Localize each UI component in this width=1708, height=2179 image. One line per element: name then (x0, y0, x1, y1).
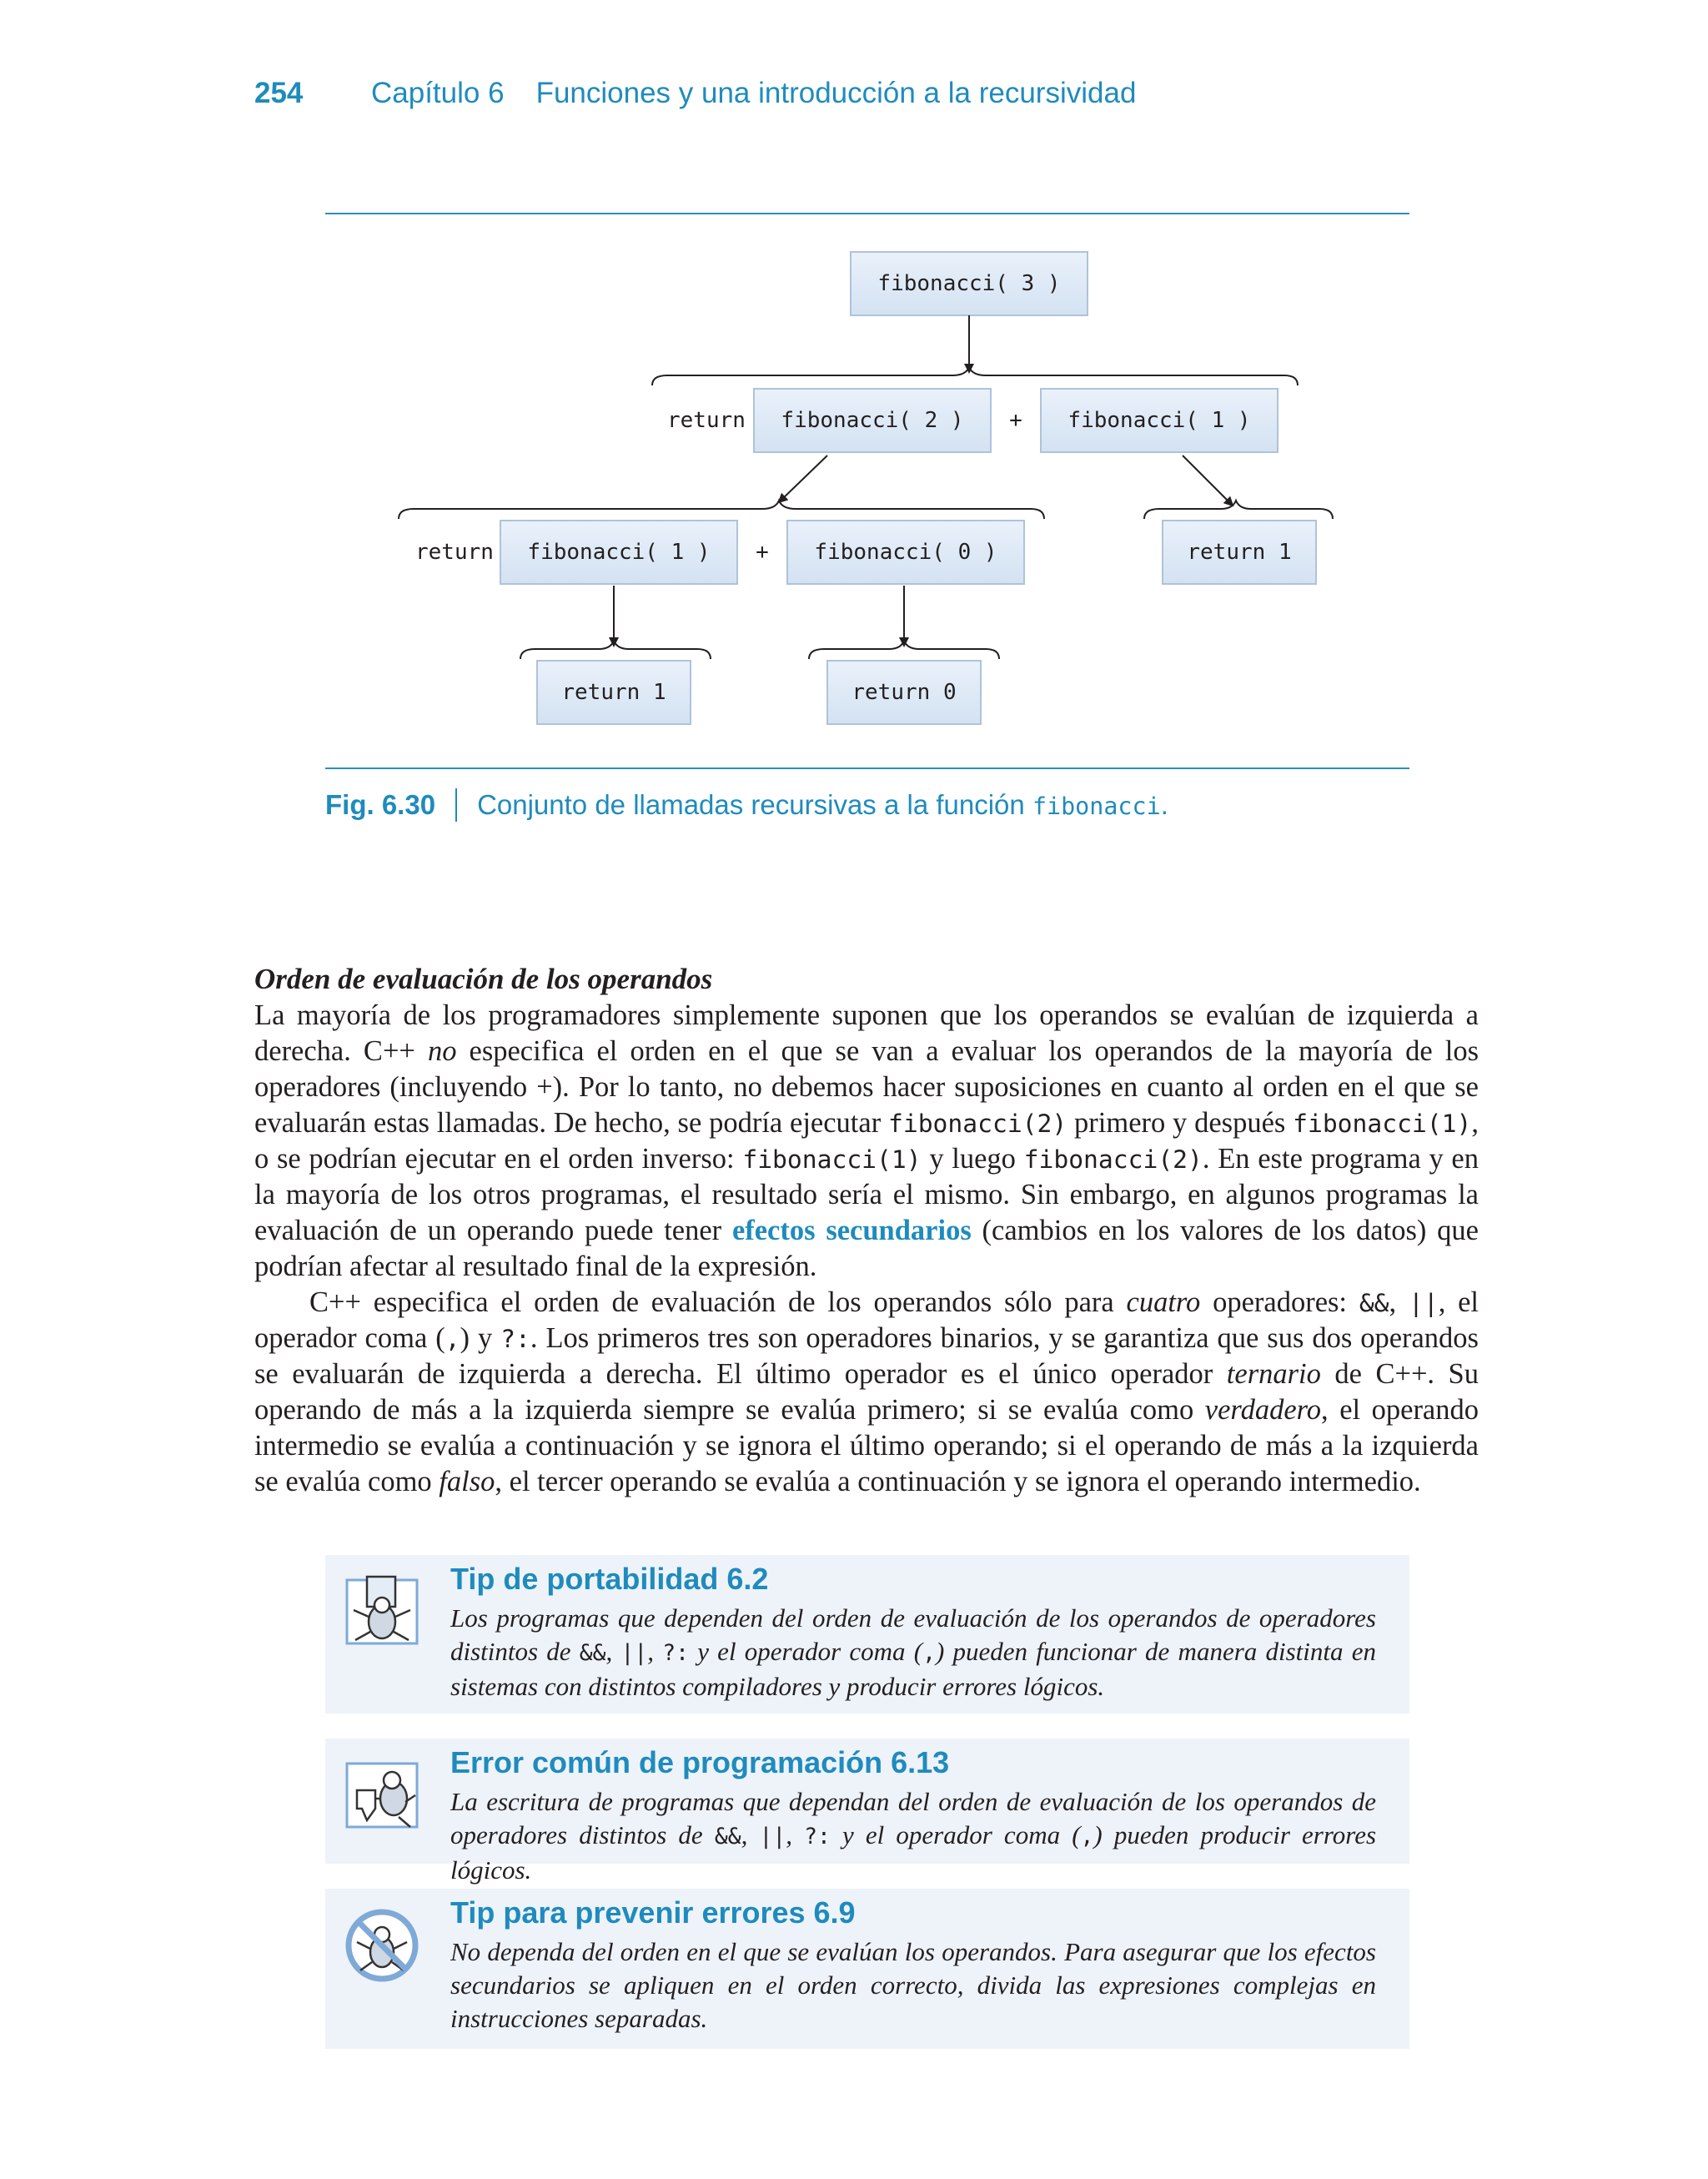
p2-code-comma: , (445, 1324, 460, 1353)
tip2-code-ternary: ?: (804, 1824, 831, 1849)
node-return-0 (827, 661, 981, 724)
p2-emphasis-true: verdadero (1204, 1394, 1322, 1426)
p1-text-4: , o se podrían ejecutar en el orden inverso: (254, 1107, 1479, 1175)
tip2-code-or: || (759, 1824, 786, 1849)
node-return-0-label: return 0 (851, 680, 957, 705)
node-fibonacci-1-left (500, 521, 737, 584)
node-fibonacci-2 (754, 389, 991, 452)
key-term-side-effects: efectos secundarios (731, 1215, 972, 1246)
tip-body (450, 1602, 1376, 1703)
tip2-text-2: , (741, 1820, 760, 1849)
tip-body: No dependa del orden en el que se evalúan los operandos. Para asegurar que los efectos secundarios se apliquen en el orden correcto, divida las expresiones complejas en instrucciones separadas. (450, 1937, 1376, 2033)
tip2-code-and: && (714, 1824, 741, 1849)
p1-emphasis-no: no (427, 1035, 457, 1067)
tip2-text-1: La escritura de programas que dependan del orden de evaluación de los operandos de operadores distintos de (450, 1787, 1376, 1849)
section-evaluation-order (254, 961, 1479, 1500)
node-return-1-right (1163, 521, 1316, 584)
p2-text-2: operadores: (1200, 1286, 1359, 1318)
figure-caption (325, 788, 1168, 822)
paragraph-1 (254, 998, 1479, 1285)
p2-text-5: ) y (460, 1322, 501, 1354)
tip1-code-comma: , (922, 1641, 936, 1666)
bug-with-bag-icon (344, 1573, 420, 1650)
node-return-1-right-label: return 1 (1187, 540, 1292, 565)
p1-text-5: y luego (921, 1143, 1024, 1175)
caption-text (477, 789, 1168, 821)
tip1-code-and: && (579, 1641, 606, 1666)
p2-emphasis-ternary: ternario (1226, 1358, 1321, 1390)
caption-end: . (1160, 789, 1168, 820)
l1-return-text: return (667, 408, 746, 433)
node-fibonacci-1-right-label: fibonacci( 1 ) (1068, 408, 1251, 433)
p2-text-6: . Los primeros tres son operadores binarios, y se garantiza que sus dos operandos se evaluarán de izquierda a derecha. El último operador es el único operador (254, 1322, 1479, 1390)
l2-return-text: return (415, 540, 494, 565)
l2-plus-sign: + (756, 540, 769, 565)
p2-text-4: , el operador coma ( (254, 1286, 1479, 1354)
node-fibonacci-1-right (1041, 389, 1278, 452)
caption-code: fibonacci (1032, 793, 1161, 820)
p1-text-2: especifica el orden en el que se van a evaluar los operandos de la mayoría de los operadores (incluyendo +). Por lo tanto, no debemos hacer suposiciones en cuanto al orden en el que se evaluarán estas llamadas. De hecho, se podría ejecutar (254, 1035, 1479, 1139)
node-fibonacci-2-label: fibonacci( 2 ) (781, 408, 964, 433)
figure-bottom-rule (325, 767, 1409, 769)
bug-thumbs-down-icon (344, 1757, 420, 1834)
tip1-text-3: , (647, 1637, 663, 1666)
brace-level-2-left (399, 501, 1044, 519)
p1-code-2: fibonacci(1) (1293, 1109, 1472, 1138)
caption-text-main: Conjunto de llamadas recursivas a la función (477, 789, 1032, 820)
node-fibonacci-0-label: fibonacci( 0 ) (814, 540, 997, 565)
tip-title: Tip para prevenir errores 6.9 (450, 1895, 856, 1930)
p1-code-4: fibonacci(2) (1023, 1145, 1203, 1174)
brace-level-3-left (520, 641, 711, 659)
p2-text-1: C++ especifica el orden de evaluación de los operandos sólo para (309, 1286, 1127, 1318)
tip-box-common-error (325, 1739, 1409, 1885)
tip-body (450, 1785, 1376, 1887)
tip2-text-5: ) pueden producir errores lógicos. (450, 1820, 1377, 1885)
arrow-fib2-down (779, 455, 827, 502)
caption-separator (455, 788, 457, 822)
tip1-code-or: || (620, 1641, 648, 1666)
tip-box-error-prevention (325, 1889, 1409, 2049)
node-fibonacci-1-left-label: fibonacci( 1 ) (527, 540, 711, 565)
tip1-text-1: Los programas que dependen del orden de evaluación de los operandos de operadores distintos de (450, 1603, 1376, 1666)
tip1-text-5: ) pueden funcionar de manera distinta en sistemas con distintos compiladores y producir errores lógicos. (450, 1637, 1376, 1701)
tip1-text-2: , (605, 1637, 621, 1666)
p2-text-3: , (1389, 1286, 1409, 1318)
p2-text-7: de C++. Su operando de más a la izquierda siempre se evalúa primero; si se evalúa como (254, 1358, 1479, 1426)
chapter-title: Funciones y una introducción a la recursividad (535, 77, 1137, 109)
p2-code-ternary: ?: (500, 1324, 530, 1353)
p1-text-7: (cambios en los valores de los datos) que podrían afectar al resultado final de la expresión. (254, 1215, 1479, 1282)
p1-text-1: La mayoría de los programadores simplemente suponen que los operandos se evalúan de izquierda a derecha. C++ (254, 999, 1479, 1067)
p2-emphasis-false: falso (439, 1466, 495, 1497)
p1-text-3: primero y después (1067, 1107, 1294, 1139)
node-fibonacci-0 (787, 521, 1024, 584)
tip1-code-ternary: ?: (662, 1641, 689, 1666)
node-return-1-left (537, 661, 691, 724)
p2-text-8: , el operando intermedio se evalúa a continuación y se ignora el último operando; si el operando de más a la izquierda se evalúa como (254, 1394, 1479, 1497)
paragraph-2 (254, 1285, 1479, 1500)
tip1-text-4: y el operador coma ( (688, 1637, 923, 1666)
p2-emphasis-four: cuatro (1126, 1286, 1201, 1318)
tip-box-portability (325, 1555, 1409, 1714)
node-return-1-left-label: return 1 (561, 680, 666, 705)
figure-label: Fig. 6.30 (325, 789, 436, 820)
l1-plus-sign: + (1009, 408, 1022, 433)
section-heading: Orden de evaluación de los operandos (254, 963, 713, 995)
tip-title: Error común de programación 6.13 (450, 1745, 950, 1779)
p2-text-9: , el tercer operando se evalúa a continuación y se ignora el operando intermedio. (495, 1466, 1421, 1497)
node-fibonacci-3 (851, 252, 1088, 315)
brace-level-2-right (1144, 501, 1333, 519)
no-bug-icon (344, 1907, 420, 1984)
tip-title: Tip de portabilidad 6.2 (450, 1562, 769, 1596)
p2-code-and: && (1359, 1288, 1389, 1317)
p1-text-6: . En este programa y en la mayoría de los otros programas, el resultado sería el mismo. Sin embargo, en algunos programas la evaluación de un operando puede tener (254, 1143, 1479, 1246)
page-number: 254 (254, 77, 304, 109)
chapter-label: Capítulo 6 (371, 77, 505, 109)
tip2-text-3: , (786, 1820, 805, 1849)
tip2-text-4: y el operador coma ( (830, 1820, 1081, 1849)
p2-code-or: || (1408, 1288, 1439, 1317)
node-fibonacci-3-label: fibonacci( 3 ) (877, 271, 1061, 296)
p1-code-1: fibonacci(2) (887, 1109, 1068, 1138)
arrow-fib1-down (1183, 455, 1233, 506)
recursion-tree-diagram (0, 0, 1708, 834)
tip2-code-comma: , (1080, 1824, 1094, 1849)
brace-level-1 (652, 367, 1298, 385)
p1-code-3: fibonacci(1) (742, 1145, 922, 1174)
